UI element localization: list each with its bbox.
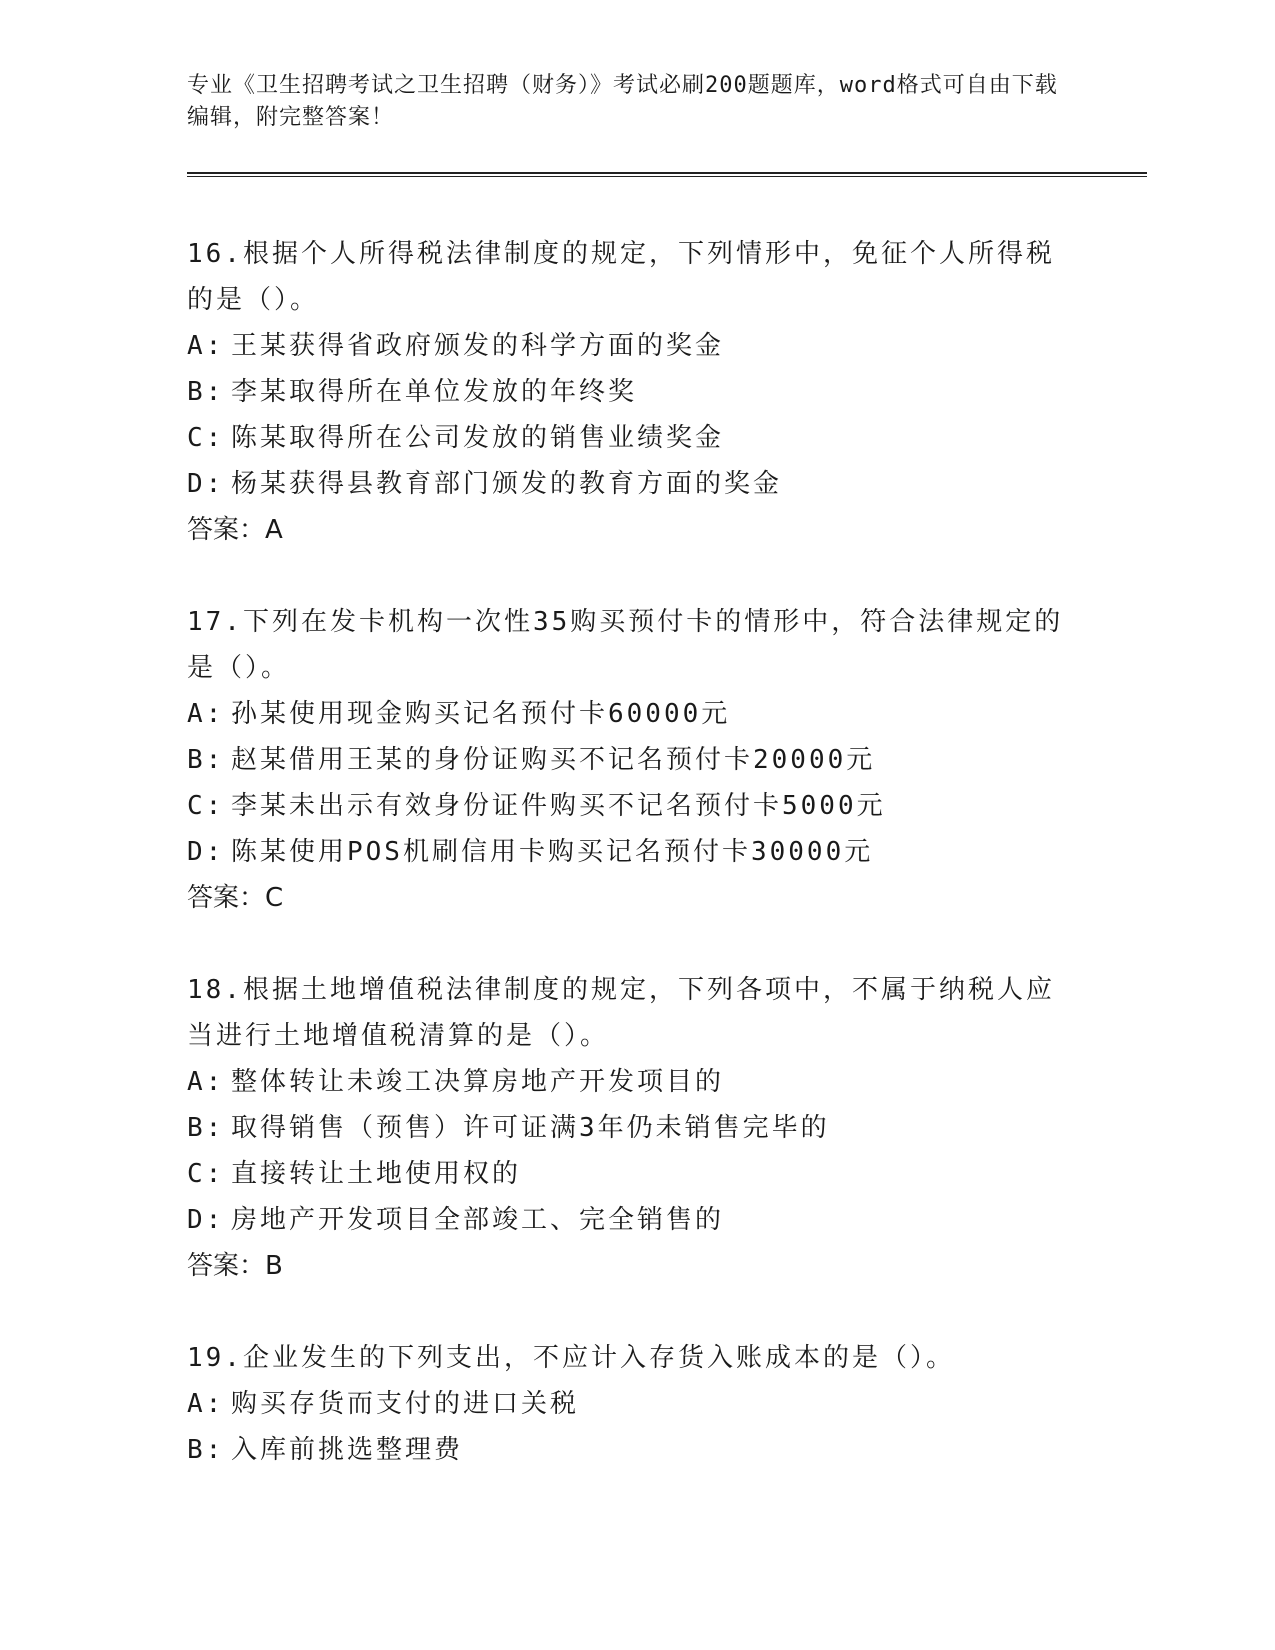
option-c [187,415,1147,461]
option-letter: D: [187,837,225,867]
option-text: 赵某借用王某的身份证购买不记名预付卡20000元 [231,745,876,775]
option-text: 李某取得所在单位发放的年终奖 [231,377,638,407]
option-letter: B: [187,1113,225,1143]
option-letter: B: [187,377,225,407]
option-a [187,691,1147,737]
header-divider [187,172,1147,177]
option-text: 孙某使用现金购买记名预付卡60000元 [231,699,731,729]
option-d [187,1197,1147,1243]
option-text: 杨某获得县教育部门颁发的教育方面的奖金 [231,469,783,499]
option-c [187,783,1147,829]
answer-line: 答案：A [187,515,283,545]
document-header: 专业《卫生招聘考试之卫生招聘（财务）》考试必刷200题题库，word格式可自由下载编辑，附完整答案！ [187,73,1058,130]
question-stem: 16.根据个人所得税法律制度的规定，下列情形中，免征个人所得税的是（）。 [187,239,1055,315]
option-text: 直接转让土地使用权的 [231,1159,522,1189]
option-text: 房地产开发项目全部竣工、完全销售的 [231,1205,725,1235]
option-text: 购买存货而支付的进口关税 [231,1389,580,1419]
option-b [187,737,1147,783]
option-letter: C: [187,423,225,453]
answer-line: 答案：B [187,1251,283,1281]
option-a [187,1059,1147,1105]
question-19 [187,1335,1147,1473]
option-letter: B: [187,745,225,775]
option-d [187,461,1147,507]
option-text: 整体转让未竣工决算房地产开发项目的 [231,1067,725,1097]
document-page [187,70,1147,1473]
question-stem: 18.根据土地增值税法律制度的规定，下列各项中，不属于纳税人应当进行土地增值税清算的是（）。 [187,975,1055,1051]
option-letter: A: [187,331,225,361]
question-stem: 19.企业发生的下列支出，不应计入存货入账成本的是（）。 [187,1343,955,1373]
option-text: 王某获得省政府颁发的科学方面的奖金 [231,331,725,361]
option-d [187,829,1147,875]
option-letter: C: [187,791,225,821]
option-letter: A: [187,699,225,729]
option-text: 取得销售（预售）许可证满3年仍未销售完毕的 [231,1113,830,1143]
option-a [187,323,1147,369]
option-text: 陈某取得所在公司发放的销售业绩奖金 [231,423,725,453]
option-text: 李某未出示有效身份证件购买不记名预付卡5000元 [231,791,886,821]
answer-line: 答案：C [187,883,284,913]
question-16 [187,231,1147,553]
option-letter: D: [187,1205,225,1235]
option-letter: A: [187,1067,225,1097]
option-letter: D: [187,469,225,499]
option-b [187,1105,1147,1151]
question-18 [187,967,1147,1289]
option-letter: C: [187,1159,225,1189]
option-c [187,1151,1147,1197]
option-text: 陈某使用POS机刷信用卡购买记名预付卡30000元 [231,837,874,867]
option-a [187,1381,1147,1427]
option-b [187,369,1147,415]
option-b [187,1427,1147,1473]
question-17 [187,599,1147,921]
question-stem: 17.下列在发卡机构一次性35购买预付卡的情形中，符合法律规定的是（）。 [187,607,1064,683]
option-text: 入库前挑选整理费 [231,1435,464,1465]
option-letter: B: [187,1435,225,1465]
option-letter: A: [187,1389,225,1419]
